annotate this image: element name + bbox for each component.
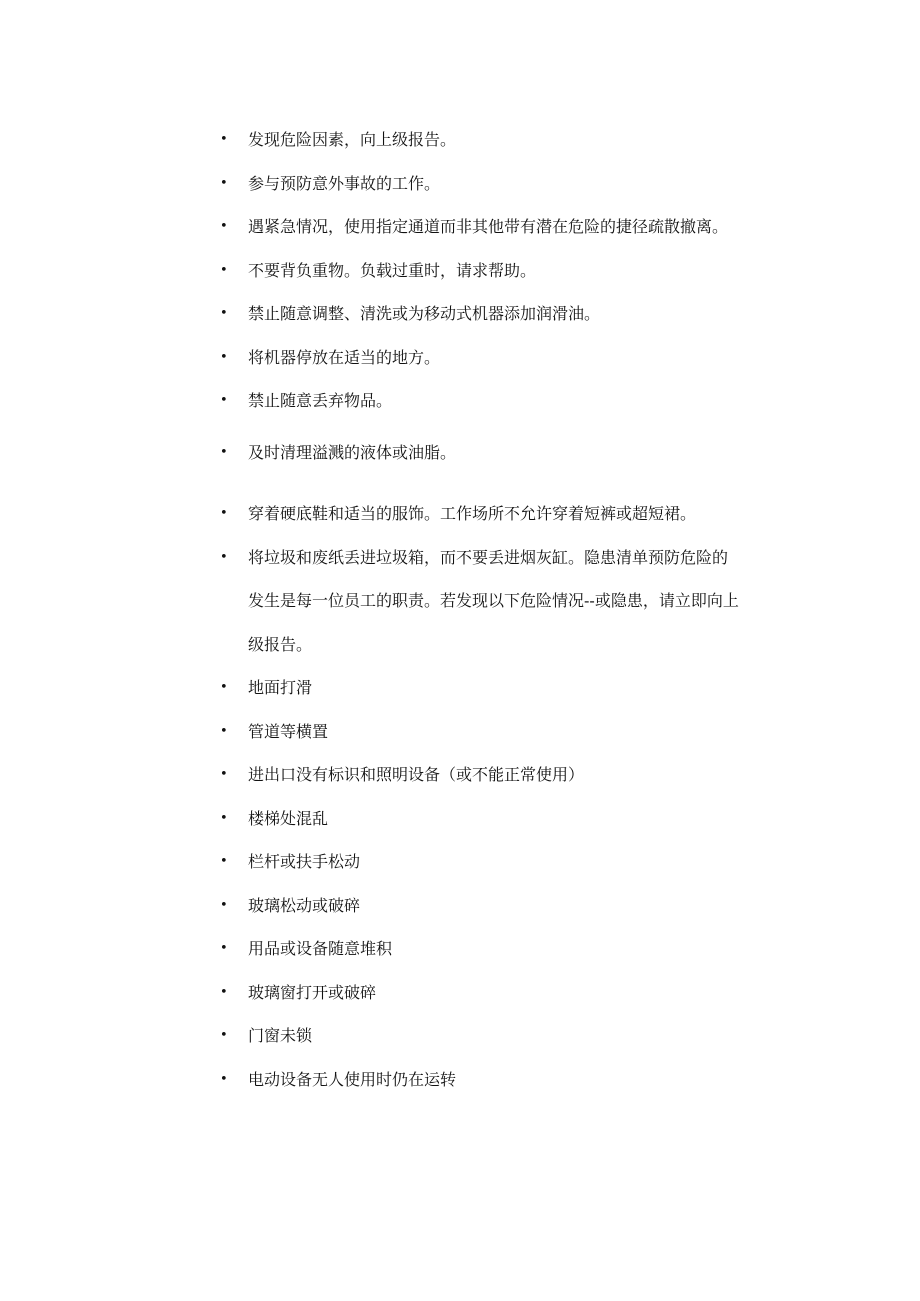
bullet-icon: • — [220, 306, 228, 321]
bullet-icon: • — [220, 854, 228, 869]
bullet-icon: • — [220, 941, 228, 956]
bullet-icon: • — [220, 680, 228, 695]
bullet-icon: • — [220, 767, 228, 782]
list-item-text: 及时清理溢溅的液体或油脂。 — [248, 442, 457, 462]
bullet-icon: • — [220, 132, 228, 147]
bullet-icon: • — [220, 810, 228, 826]
bullet-icon: • — [220, 506, 228, 521]
bullet-icon: • — [220, 175, 228, 191]
list-item-text: 玻璃窗打开或破碎 — [248, 982, 377, 1002]
list-item-text: 进出口没有标识和照明设备（或不能正常使用） — [248, 765, 585, 784]
list-item-text: 穿着硬底鞋和适当的服饰。工作场所不允许穿着短裤或超短裙。 — [248, 504, 697, 523]
list-item — [220, 666, 740, 710]
list-item — [220, 492, 740, 536]
bullet-icon: • — [220, 219, 228, 234]
list-item-text: 将垃圾和废纸丢进垃圾箱，而不要丢进烟灰缸。隐患清单预防危险的发生是每一位员工的职责。若发现以下危险情况--或隐患，请立即向上级报告。 — [248, 547, 739, 654]
list-item — [220, 379, 740, 423]
bullet-icon: • — [220, 897, 228, 913]
list-item — [220, 1058, 740, 1102]
list-item — [220, 971, 740, 1015]
list-item-text: 用品或设备随意堆积 — [248, 939, 393, 958]
list-item-text: 禁止随意丢弃物品。 — [248, 391, 393, 410]
bullet-icon: • — [220, 723, 228, 739]
list-item-text: 电动设备无人使用时仍在运转 — [248, 1069, 457, 1089]
bullet-icon: • — [220, 984, 228, 1000]
list-item-text: 发现危险因素，向上级报告。 — [248, 130, 457, 149]
list-item-text: 不要背负重物。负载过重时，请求帮助。 — [248, 260, 537, 280]
bullet-icon: • — [220, 393, 228, 408]
list-item — [220, 118, 740, 162]
list-item — [220, 336, 740, 380]
list-item-text: 管道等横置 — [248, 721, 329, 741]
bullet-icon: • — [220, 1028, 228, 1043]
list-item — [220, 536, 740, 667]
bullet-icon: • — [220, 349, 228, 365]
bullet-icon: • — [220, 444, 228, 460]
list-item — [220, 162, 740, 206]
list-item-text: 参与预防意外事故的工作。 — [248, 173, 441, 193]
list-item-text: 玻璃松动或破碎 — [248, 895, 361, 915]
list-item-text: 禁止随意调整、清洗或为移动式机器添加润滑油。 — [248, 304, 601, 323]
bullet-icon: • — [220, 549, 228, 565]
list-item — [220, 205, 740, 249]
list-item — [220, 753, 740, 797]
list-item — [220, 884, 740, 928]
list-item-text: 栏杆或扶手松动 — [248, 852, 361, 871]
list-item-text: 门窗未锁 — [248, 1026, 313, 1045]
list-item — [220, 710, 740, 754]
list-item — [220, 840, 740, 884]
list-item-text: 楼梯处混乱 — [248, 808, 329, 828]
bullet-icon: • — [220, 1071, 228, 1087]
bullet-icon: • — [220, 262, 228, 278]
list-item-text: 地面打滑 — [248, 678, 313, 697]
list-item — [220, 292, 740, 336]
list-item-text: 遇紧急情况，使用指定通道而非其他带有潜在危险的捷径疏散撤离。 — [248, 217, 729, 236]
list-item-text: 将机器停放在适当的地方。 — [248, 347, 441, 367]
list-item — [220, 431, 740, 475]
list-item — [220, 927, 740, 971]
list-item — [220, 1014, 740, 1058]
safety-bullet-list — [220, 118, 740, 1101]
list-item — [220, 249, 740, 293]
list-item — [220, 797, 740, 841]
